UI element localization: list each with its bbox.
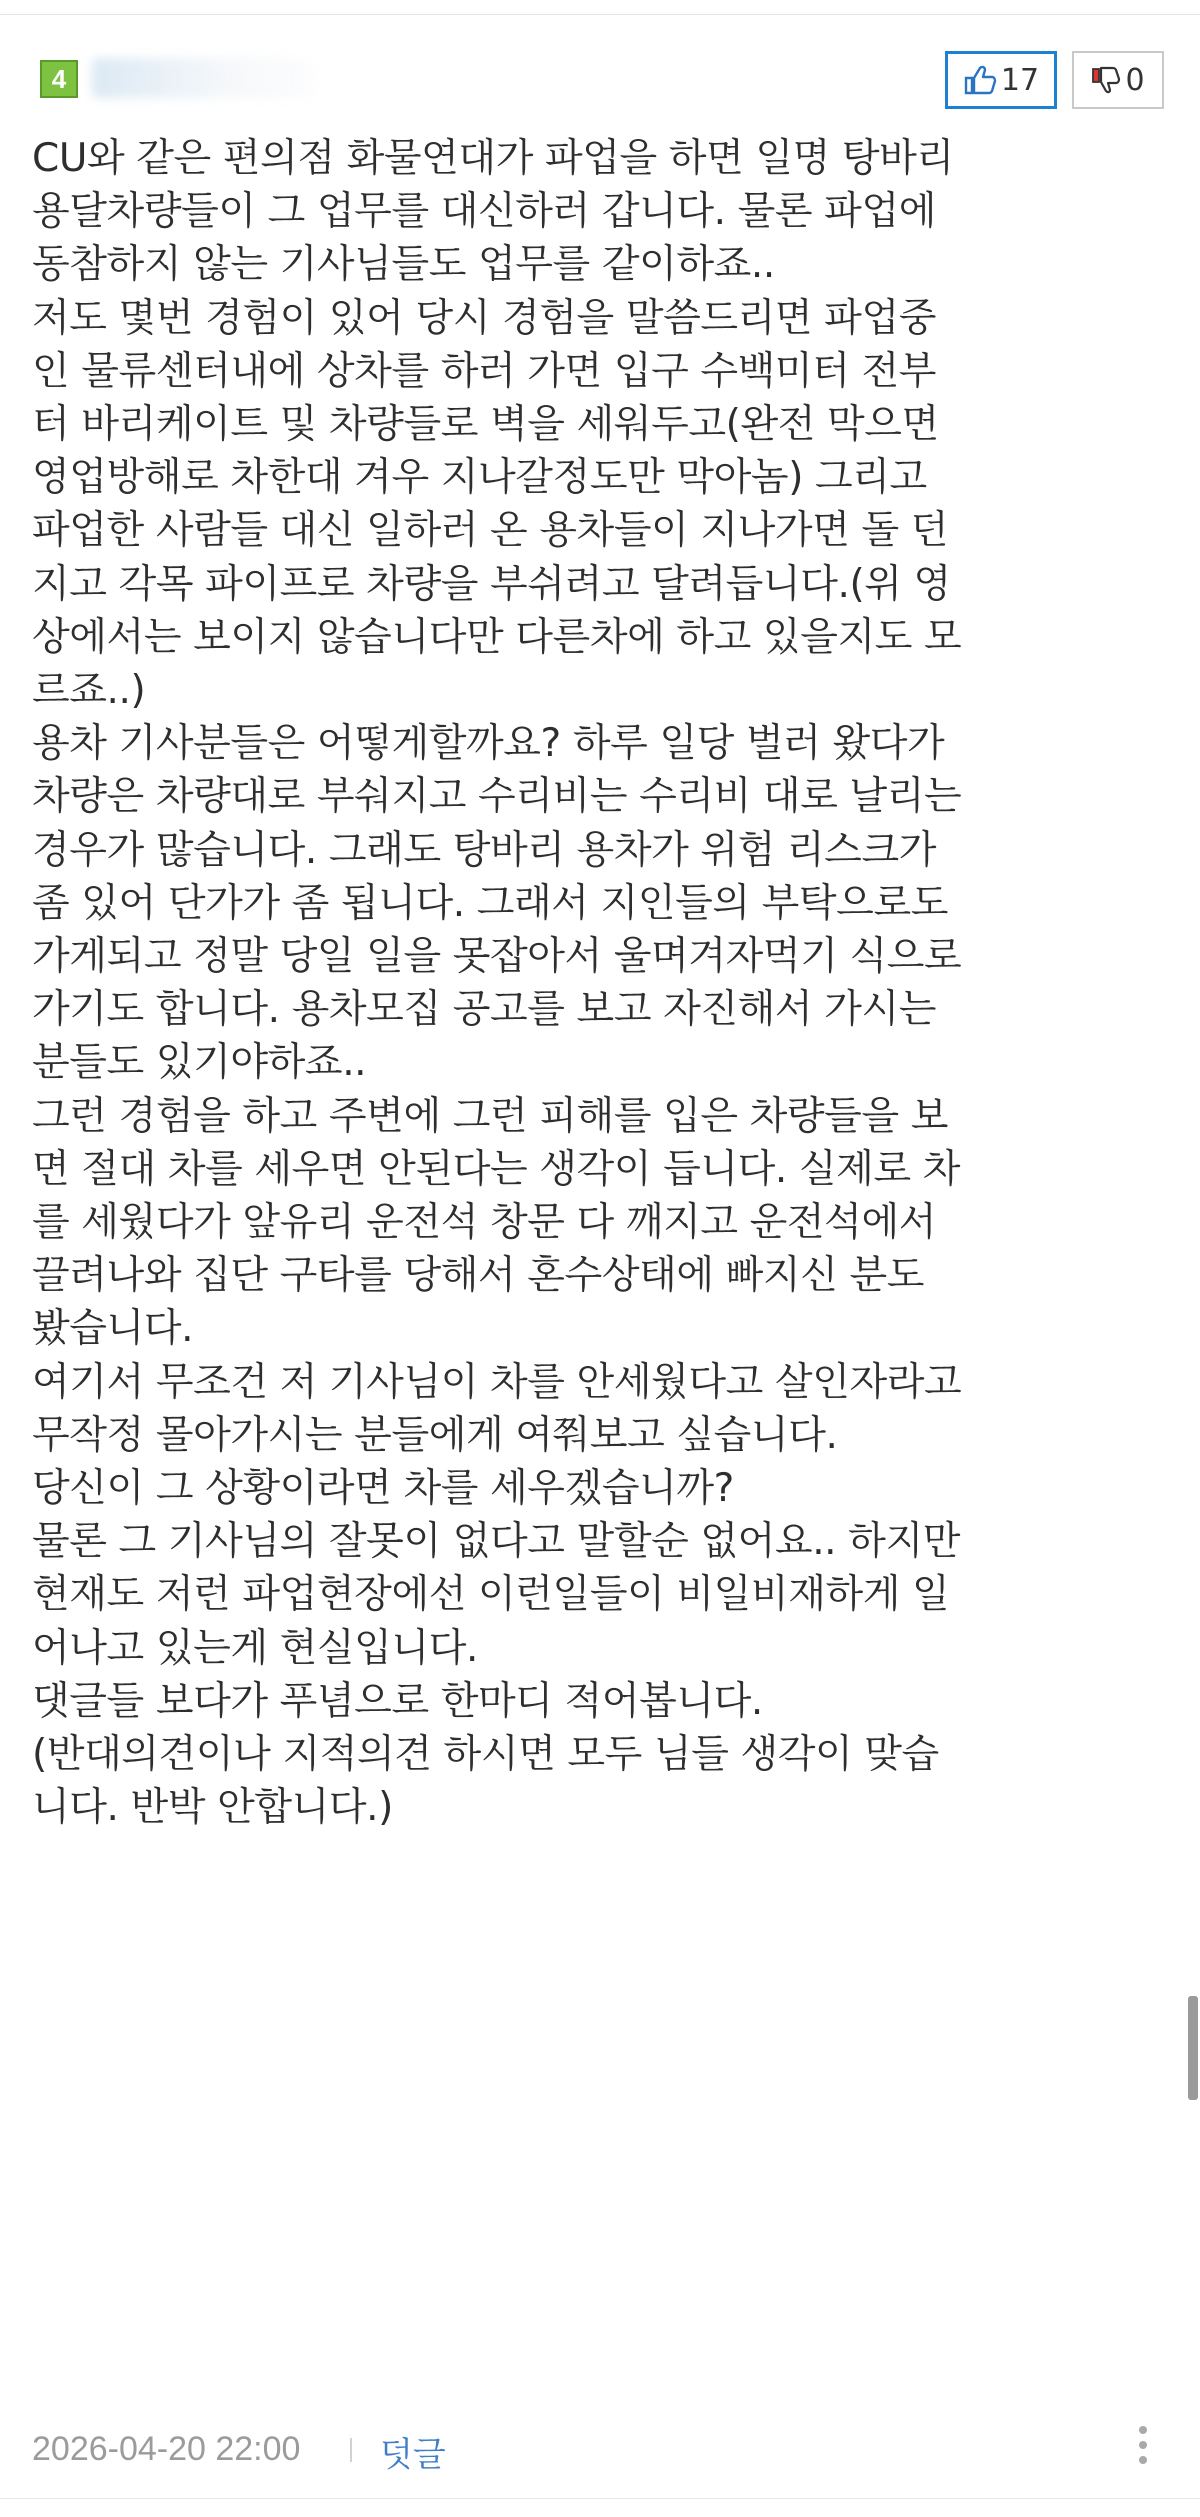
- comment-text-line: 용달차량들이 그 업무를 대신하러 갑니다. 물론 파업에: [32, 189, 937, 235]
- comment-text-line: 면 절대 차를 세우면 안된다는 생각이 듭니다. 실제로 차: [32, 1146, 961, 1192]
- level-badge: 4: [40, 60, 78, 98]
- comment-text-line: 영업방해로 차한대 겨우 지나갈정도만 막아놈) 그리고: [32, 455, 927, 501]
- comment-body: [32, 132, 1172, 1835]
- thumbs-down-icon: [1091, 66, 1121, 94]
- more-vertical-icon[interactable]: [1128, 2422, 1158, 2468]
- comment-text-line: 봤습니다.: [32, 1306, 194, 1352]
- comment-text-line: 어나고 있는게 현실입니다.: [32, 1625, 479, 1671]
- comment-text-line: 지고 각목 파이프로 차량을 부쉬려고 달려듭니다.(위 영: [32, 561, 951, 607]
- bottom-divider: [0, 2498, 1200, 2499]
- comment-text-line: 동참하지 않는 기사님들도 업무를 같이하죠..: [32, 242, 775, 288]
- comment-text-line: 상에서는 보이지 않습니다만 다른차에 하고 있을지도 모: [32, 614, 962, 660]
- upvote-button[interactable]: [945, 51, 1057, 109]
- reply-link[interactable]: 덧글: [380, 2435, 446, 2475]
- comment-text-line: 분들도 있기야하죠..: [32, 1040, 367, 1086]
- comment-header: [0, 50, 1200, 110]
- footer-divider: [350, 2438, 352, 2462]
- comment-text-line: 좀 있어 단가가 좀 됩니다. 그래서 지인들의 부탁으로도: [32, 880, 949, 926]
- comment-text-line: 무작정 몰아가시는 분들에게 여쭤보고 싶습니다.: [32, 1412, 838, 1458]
- comment-text-line: 댓글들 보다가 푸념으로 한마디 적어봅니다.: [32, 1678, 763, 1724]
- comment-text-line: 저도 몇번 경험이 있어 당시 경험을 말씀드리면 파업중: [32, 295, 937, 341]
- comment-text-line: 그런 경험을 하고 주변에 그런 피해를 입은 차량들을 보: [32, 1093, 949, 1139]
- comment-text-line: 용차 기사분들은 어떻게할까요? 하루 일당 벌러 왔다가: [32, 721, 945, 767]
- comment-date: 2026-04-20 22:00: [32, 2430, 301, 2468]
- comment-text-line: 터 바리케이트 및 차량들로 벽을 세워두고(완전 막으면: [32, 402, 939, 448]
- comment-text-line: 가게되고 정말 당일 일을 못잡아서 울며겨자먹기 식으로: [32, 934, 962, 980]
- comment-text-line: 를 세웠다가 앞유리 운전석 창문 다 깨지고 운전석에서: [32, 1200, 937, 1246]
- downvote-count: 0: [1125, 62, 1145, 98]
- comment-text-line: 파업한 사람들 대신 일하러 온 용차들이 지나가면 돌 던: [32, 508, 949, 554]
- comment-text-line: 차량은 차량대로 부숴지고 수리비는 수리비 대로 날리는: [32, 774, 962, 820]
- comment-text-line: 현재도 저런 파업현장에선 이런일들이 비일비재하게 일: [32, 1572, 950, 1618]
- comment-text-line: 니다. 반박 안합니다.): [32, 1785, 393, 1831]
- thumbs-up-icon: [963, 64, 997, 96]
- comment-text-line: 가기도 합니다. 용차모집 공고를 보고 자진해서 가시는: [32, 987, 937, 1033]
- comment-text-line: CU와 같은 편의점 화물연대가 파업을 하면 일명 탕바리: [32, 136, 954, 181]
- top-divider: [0, 0, 1200, 15]
- scrollbar-thumb[interactable]: [1188, 1996, 1198, 2100]
- comment-text-line: 경우가 많습니다. 그래도 탕바리 용차가 위험 리스크가: [32, 827, 937, 873]
- comment-text-line: 물론 그 기사님의 잘못이 없다고 말할순 없어요.. 하지만: [32, 1519, 961, 1565]
- comment-text-line: 인 물류센터내에 상차를 하러 가면 입구 수백미터 전부: [32, 348, 937, 394]
- author-nickname[interactable]: [92, 58, 312, 98]
- comment-text-line: 끌려나와 집단 구타를 당해서 혼수상태에 빠지신 분도: [32, 1253, 925, 1299]
- downvote-button[interactable]: [1072, 51, 1164, 109]
- comment-footer: [0, 2410, 1200, 2480]
- comment-text-line: (반대의견이나 지적의견 하시면 모두 님들 생각이 맞습: [32, 1732, 939, 1778]
- comment-text-line: 르죠..): [32, 668, 146, 714]
- upvote-count: 17: [1000, 62, 1040, 98]
- comment-text-line: 여기서 무조건 저 기사님이 차를 안세웠다고 살인자라고: [32, 1359, 962, 1405]
- comment-text-line: 당신이 그 상황이라면 차를 세우겠습니까?: [32, 1466, 734, 1512]
